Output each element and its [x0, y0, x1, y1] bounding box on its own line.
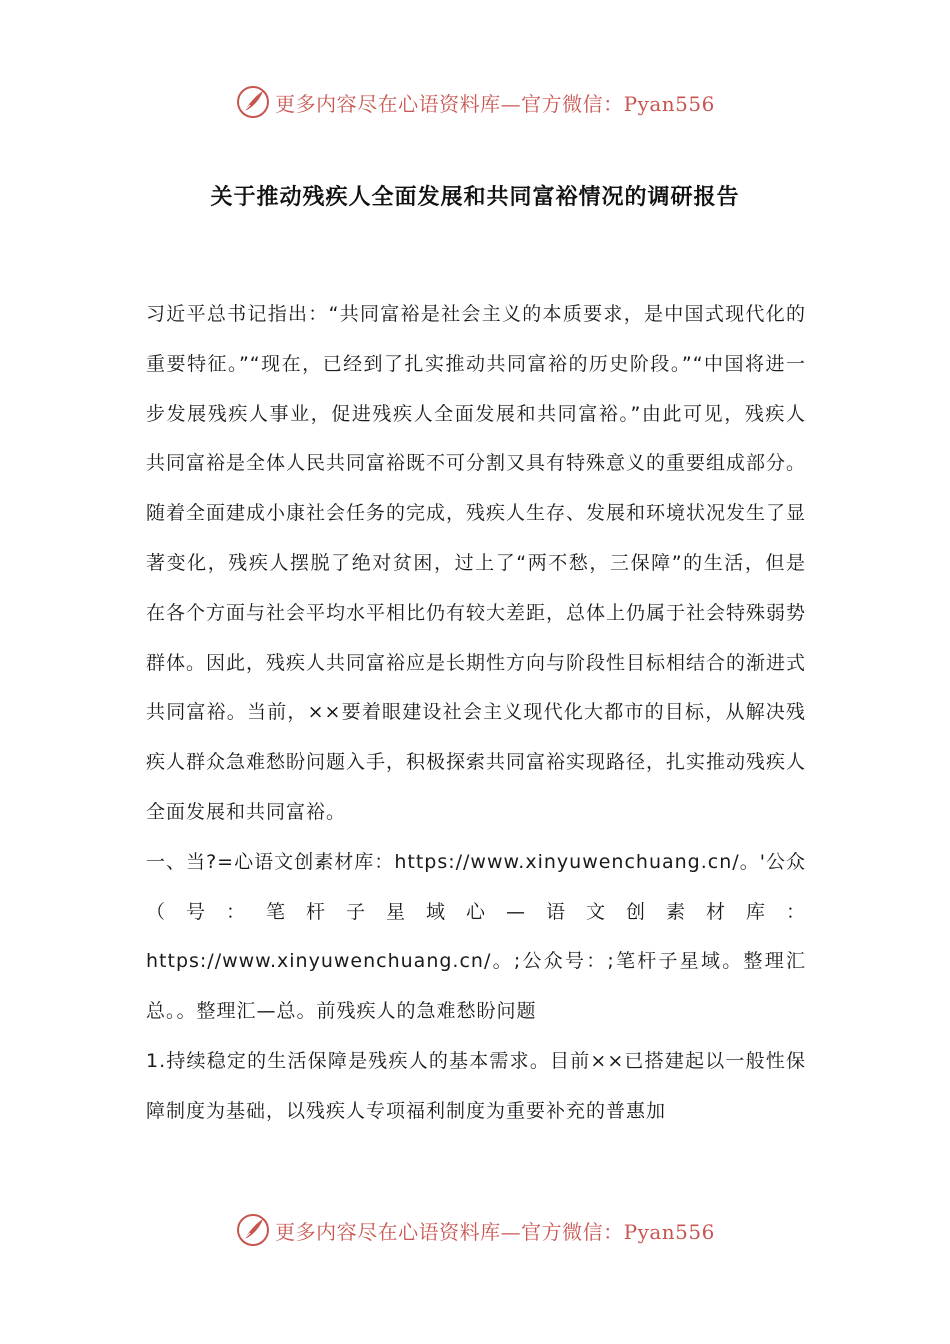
- paragraph-section-heading: 一、当?=心语文创素材库：https://www.xinyuwenchuang.cn/。'公众（号：笔杆子星域心—语文创素材库：https://www.xinyuwenchuang.cn/。;公众号：;笔杆子星域。整理汇总。。整理汇—总。前残疾人的急难愁盼问题: [146, 850, 806, 1023]
- footer-watermark: [0, 1208, 950, 1252]
- watermark-text: 更多内容尽在心语资料库—官方微信：Pyan556: [275, 91, 715, 116]
- paragraph-intro: 习近平总书记指出：“共同富裕是社会主义的本质要求，是中国式现代化的重要特征。”“现在，已经到了扎实推动共同富裕的历史阶段。”“中国将进一步发展残疾人事业，促进残疾人全面发展和共同富裕。”由此可见，残疾人共同富裕是全体人民共同富裕既不可分割又具有特殊意义的重要组成部分。随着全面建成小康社会任务的完成，残疾人生存、发展和环境状况发生了显著变化，残疾人摆脱了绝对贫困，过上了“两不愁，三保障”的生活，但是在各个方面与社会平均水平相比仍有较大差距，总体上仍属于社会特殊弱势群体。因此，残疾人共同富裕应是长期性方向与阶段性目标相结合的渐进式共同富裕。当前，××要着眼建设社会主义现代化大都市的目标，从解决残疾人群众急难愁盼问题入手，积极探索共同富裕实现路径，扎实推动残疾人全面发展和共同富裕。: [146, 303, 807, 823]
- watermark-text: 更多内容尽在心语资料库—官方微信：Pyan556: [275, 1219, 715, 1244]
- header-watermark: [0, 80, 950, 124]
- document-title: 关于推动残疾人全面发展和共同富裕情况的调研报告: [210, 185, 740, 210]
- quill-logo-icon: [235, 1212, 271, 1248]
- document-body: [146, 290, 806, 1137]
- quill-logo-icon: [235, 84, 271, 120]
- paragraph-item-1: 1.持续稳定的生活保障是残疾人的基本需求。目前××已搭建起以一般性保障制度为基础，以残疾人专项福利制度为重要补充的普惠加: [146, 1049, 806, 1122]
